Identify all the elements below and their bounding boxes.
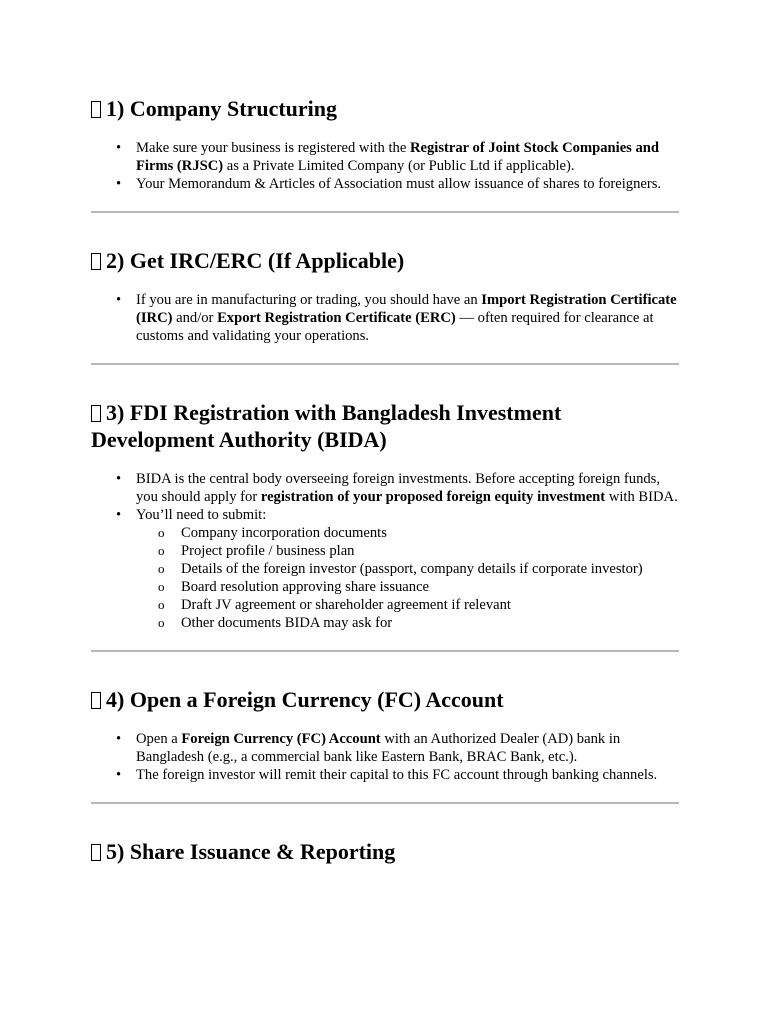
text-run: BIDA is the central body overseeing foreign investments. Before accepting foreign funds, you should apply for [136,471,661,505]
text-run: If you are in manufacturing or trading, you should have an [136,292,482,308]
section-heading-3 [91,399,679,453]
sub-list [136,524,679,632]
sub-list-item: o Company incorporation documents [181,524,679,542]
list-item [136,730,679,766]
bullet-list [91,139,679,193]
section-heading-text: 4) Open a Foreign Currency (FC) Account [106,687,504,712]
missing-glyph-icon [91,253,101,270]
sub-list-item: o Draft JV agreement or shareholder agreement if relevant [181,596,679,614]
document-page [91,92,679,865]
text-run: Make sure your business is registered with the [136,140,410,156]
text-run-bold: Registrar of Joint Stock Companies and Firms (RJSC) [136,140,660,174]
section-heading-text: 3) FDI Registration with Bangladesh Investment Development Authority (BIDA) [91,400,562,452]
list-item [136,291,679,345]
text-run-bold: Foreign Currency (FC) Account [181,731,381,747]
text-run-bold: Import Registration Certificate (IRC) [136,292,677,326]
text-run: as a Private Limited Company (or Public Ltd if applicable). [223,158,575,174]
section-heading-2 [91,247,679,274]
section-heading-text: 1) Company Structuring [106,96,338,121]
section-heading-text: 5) Share Issuance & Reporting [106,839,396,864]
text-run: The foreign investor will remit their capital to this FC account through banking channels. [136,767,658,783]
list-item [136,175,679,193]
sub-list-item: o Other documents BIDA may ask for [181,614,679,632]
list-item [136,766,679,784]
section-divider [91,650,679,652]
section-heading-1 [91,95,679,122]
text-run: Your Memorandum & Articles of Association must allow issuance of shares to foreigners. [136,176,662,192]
text-run-bold: registration of your proposed foreign equity investment [260,489,606,505]
section-divider [91,802,679,804]
missing-glyph-icon [91,405,101,422]
section-divider [91,363,679,365]
text-run: with an Authorized Dealer (AD) bank in Bangladesh (e.g., a commercial bank like Eastern Bank, BRAC Bank, etc.). [136,731,621,765]
section-heading-text: 2) Get IRC/ERC (If Applicable) [106,248,405,273]
missing-glyph-icon [91,692,101,709]
sub-list-item: o Board resolution approving share issuance [181,578,679,596]
section-heading-4 [91,686,679,713]
bullet-list [91,291,679,345]
sub-list-item: o Project profile / business plan [181,542,679,560]
list-item [136,470,679,506]
sub-list-item: o Details of the foreign investor (passport, company details if corporate investor) [181,560,679,578]
text-run: Open a [136,731,182,747]
text-run: You’ll need to submit: [136,507,267,523]
missing-glyph-icon [91,101,101,118]
text-run: and/or [172,310,218,326]
list-item [136,506,679,632]
section-heading-5 [91,838,679,865]
missing-glyph-icon [91,844,101,861]
text-run: — often required for clearance at customs and validating your operations. [136,310,654,344]
text-run-bold: Export Registration Certificate (ERC) [217,310,456,326]
bullet-list [91,730,679,784]
section-divider [91,211,679,213]
bullet-list [91,470,679,632]
text-run: with BIDA. [605,489,678,505]
list-item [136,139,679,175]
